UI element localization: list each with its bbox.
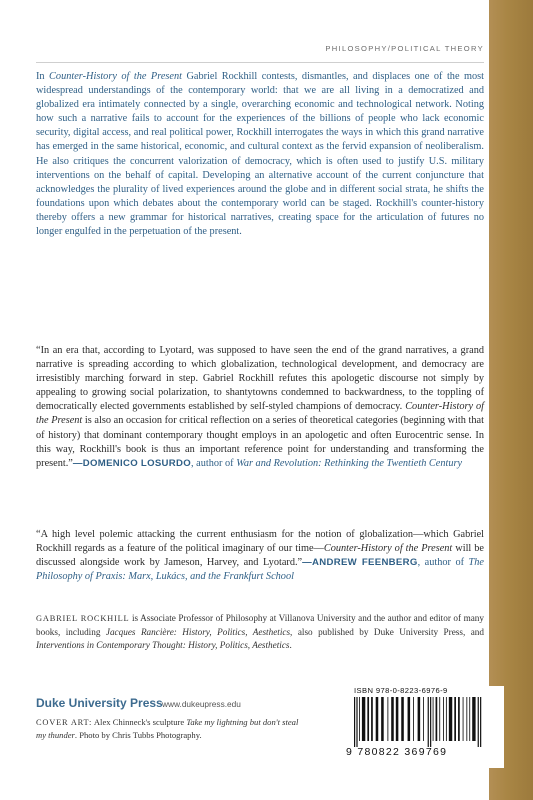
- quote1-title: Counter-History of the Present: [36, 401, 485, 427]
- publisher-name: Duke University Press: [36, 696, 163, 710]
- barcode-bar: [446, 697, 447, 741]
- bio-text-b: , also published by Duke University Press, and: [290, 626, 484, 637]
- barcode-bar: [469, 697, 470, 741]
- cover-art-credit: [36, 716, 306, 741]
- barcode-icon: [352, 697, 494, 747]
- desc-book-title: Counter-History of the Present: [49, 71, 182, 82]
- barcode-bar: [423, 697, 424, 741]
- category-label: PHILOSOPHY/POLITICAL THEORY: [325, 44, 484, 53]
- quote2-dash: —: [302, 557, 313, 569]
- quote2-affil-prefix: , author of: [417, 557, 469, 569]
- quote1-author: DOMENICO LOSURDO: [82, 457, 191, 469]
- author-bio: [36, 612, 484, 651]
- barcode-bar: [439, 697, 440, 741]
- barcode-bar: [418, 697, 421, 741]
- quote1-text-a: “In an era that, according to Lyotard, was supposed to have seen the end of the grand narratives, a grand narrative is spreading according to which globalization, technological development, and democracy are irresistibly marching forward in step. Gabriel Rockhill refutes this apologetic discourse not simply by appealing to growing social polarization, to shantytowns condemned to backwardness, to the toppling of democratically elected governments established by self-styled champions of democracy.: [36, 345, 484, 413]
- quote1-dash: —: [72, 457, 83, 469]
- quote2-text-a: “A high level polemic attacking the current enthusiasm for the notion of globalization—which Gabriel Rockhill regards as a feature of the political imaginary of our time—: [36, 529, 484, 555]
- cover-art-text-b: . Photo by Chris Tubbs Photography.: [74, 730, 202, 740]
- barcode-bar: [362, 697, 365, 741]
- barcode-bar: [480, 697, 481, 747]
- barcode-bar: [381, 697, 384, 741]
- cover-art-label: COVER ART:: [36, 718, 93, 727]
- cover-art-text-a: Alex Chinneck's sculpture: [92, 717, 187, 727]
- barcode-box: [342, 686, 504, 768]
- barcode-bar: [396, 697, 399, 741]
- quote2-text-b: will be discussed alongside work by Jameson, Harvey, and Lyotard.”: [36, 543, 484, 569]
- bio-author-name: GABRIEL ROCKHILL: [36, 614, 130, 623]
- divider-rule: [36, 62, 484, 63]
- quote2-title: Counter-History of the Present: [323, 543, 453, 555]
- quote1-affil-prefix: , author of: [191, 457, 237, 469]
- barcode-bar: [443, 697, 444, 741]
- barcode-bar: [376, 697, 379, 741]
- bio-book2: Interventions in Contemporary Thought: History, Politics, Aesthetics: [36, 639, 290, 650]
- barcode-bar: [408, 697, 411, 741]
- barcode-bar: [367, 697, 369, 741]
- barcode-bar: [449, 697, 452, 741]
- endorsement-losurdo: [36, 344, 484, 471]
- barcode-bar: [430, 697, 431, 747]
- barcode-bar: [359, 697, 360, 741]
- barcode-bar: [354, 697, 355, 747]
- bio-text-a: is Associate Professor of Philosophy at Villanova University and the author and editor of many books, including: [36, 613, 484, 637]
- barcode-bar: [458, 697, 460, 741]
- quote1-text-b: is also an occasion for critical reflection on a series of theoretical categories (beginning with that of history) that dominant contemporary thought employs in an apologetic and often Eurocentric sense. In this way, Rockhill's book is thus an important reference point for understanding and transforming the present.”: [36, 415, 484, 469]
- barcode-bar: [428, 697, 429, 747]
- barcode-bar: [463, 697, 464, 741]
- barcode-bar: [391, 697, 394, 741]
- cover-art-work: Take my lightning but don't steal my thunder: [36, 717, 299, 740]
- bio-text-c: .: [289, 639, 292, 650]
- spine-strip: [489, 0, 533, 800]
- publisher-url: www.dukeupress.edu: [162, 699, 241, 709]
- barcode-bar: [436, 697, 438, 741]
- barcode-bar: [356, 697, 357, 747]
- quote1-affil-title: War and Revolution: Rethinking the Twentieth Century: [236, 457, 463, 469]
- barcode-bar: [413, 697, 414, 741]
- quote2-affil-title: The Philosophy of Praxis: Marx, Lukács, and the Frankfurt School: [36, 557, 484, 583]
- barcode-bar: [466, 697, 467, 741]
- desc-body: Gabriel Rockhill contests, dismantles, and displaces one of the most widespread understandings of the contemporary world: that we are all living in a democratized and globalized era intimately connected by a single, overarching economic and technological network. Noting how such a narrative fails to account for the experiences of the billions of people who lack economic security, digital access, and real political power, Rockhill interrogates the ways in which this grand narrative has emerged in the same historical, economic, and cultural context as the fervid expansion of neoliberalism. He also critiques the concurrent valorization of democracy, which is often used to justify U.S. military interventions on the behalf of capital. Developing an alternative account of the current conjuncture that acknowledges the plurality of lived experiences around the globe and in different social strata, he shifts the foundations upon which debates about the contemporary world can be staged. Rockhill's counter-history thereby offers a new grammar for historical narratives, creating space for the articulation of futures no longer engulfed in the perpetuation of the present.: [36, 71, 485, 238]
- barcode-bar: [371, 697, 373, 741]
- barcode-digits: 9 780822 369769: [346, 746, 448, 758]
- book-description: [36, 70, 484, 239]
- bio-book1: Jacques Rancière: History, Politics, Aesthetics: [105, 626, 291, 637]
- endorsement-feenberg: [36, 528, 484, 584]
- barcode-bar: [401, 697, 404, 741]
- barcode-bar: [472, 697, 475, 741]
- barcode-bar: [387, 697, 388, 741]
- barcode-bar: [433, 697, 434, 741]
- isbn-label: ISBN 978-0-8223-6976-9: [354, 686, 448, 695]
- barcode-bar: [478, 697, 479, 747]
- barcode-bar: [454, 697, 456, 741]
- quote2-author: ANDREW FEENBERG: [312, 557, 418, 569]
- desc-intro: In: [36, 71, 50, 82]
